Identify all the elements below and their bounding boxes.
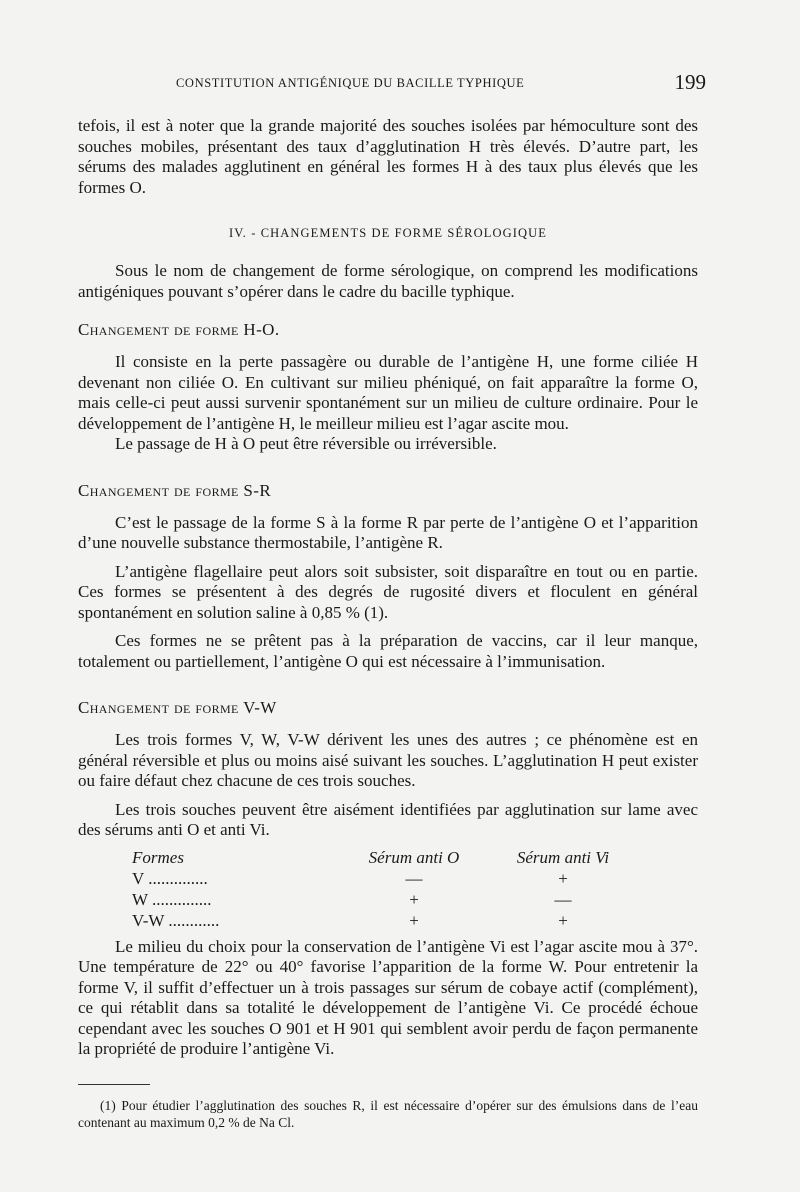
section-title: IV. - CHANGEMENTS DE FORME SÉROLOGIQUE: [229, 226, 547, 240]
footnote-divider: [78, 1084, 150, 1085]
formes-table: [132, 847, 638, 931]
table-cell: +: [409, 889, 419, 909]
table-cell: +: [409, 910, 419, 930]
subheading-h-o: Changement de forme H-O.: [78, 320, 280, 339]
table-header: Sérum anti Vi: [516, 847, 610, 867]
table-row: [132, 889, 638, 910]
table-header: Sérum anti O: [368, 847, 460, 867]
subheading-s-r: Changement de forme S-R: [78, 480, 272, 500]
table-cell: V ..............: [132, 868, 208, 888]
running-title: CONSTITUTION ANTIGÉNIQUE DU BACILLE TYPHIQUE: [176, 76, 525, 90]
paragraph: Sous le nom de changement de forme sérologique, on comprend les modifications antigéniques pouvant s’opérer dans le cadre du bacille typhique.: [78, 261, 698, 301]
paragraph: Ces formes ne se prêtent pas à la préparation de vaccins, car il leur manque, totalement ou partiellement, l’antigène O qui est nécessaire à l’immunisation.: [78, 631, 698, 671]
table-cell: V-W ............: [132, 910, 220, 930]
paragraph: Il consiste en la perte passagère ou durable de l’antigène H, une forme ciliée H devenant non ciliée O. En cultivant sur milieu phéniqué, on fait apparaître la forme O, mais celle-ci peut aussi survenir spontanément sur un milieu de culture ordinaire. Pour le développement de l’antigène H, le meilleur milieu est l’agar ascite mou.: [78, 352, 698, 433]
paragraph: L’antigène flagellaire peut alors soit subsister, soit disparaître en tout ou en partie. Ces formes se présentent à des degrés de rugosité divers et floculent en général spontanément en solution saline à 0,85 % (1).: [78, 561, 698, 622]
page: [78, 70, 706, 1131]
page-number: 199: [674, 70, 706, 94]
paragraph: Les trois formes V, W, V-W dérivent les unes des autres ; ce phénomène est en général réversible et plus ou moins aisé suivant les souches. L’agglutination H peut exister ou faire défaut chez chacune de ces trois souches.: [78, 730, 698, 790]
table-cell: —: [554, 889, 572, 909]
paragraph: Le passage de H à O peut être réversible ou irréversible.: [115, 434, 497, 453]
paragraph: Le milieu du choix pour la conservation de l’antigène Vi est l’agar ascite mou à 37°. Une température de 22° ou 40° favorise l’apparition de la forme W. Pour entretenir la forme V, il suffit d’effectuer un à trois passages sur sérum de cobaye actif (complément), ce qui rétablit dans sa totalité le développement de l’antigène Vi. Ce procédé échoue cependant avec les souches O 901 et H 901 qui semblent avoir perdu de façon permanente la propriété de produire l’antigène Vi.: [78, 936, 698, 1058]
paragraph: Les trois souches peuvent être aisément identifiées par agglutination sur lame avec des sérums anti O et anti Vi.: [78, 799, 698, 839]
table-row: [132, 868, 638, 889]
footnote: (1) Pour étudier l’agglutination des souches R, il est nécessaire d’opérer sur des émulsions dans de l’eau contenant au maximum 0,2 % de Na Cl.: [78, 1097, 698, 1130]
running-header: [78, 70, 706, 94]
table-cell: —: [405, 868, 423, 888]
subheading-v-w: Changement de forme V-W: [78, 698, 277, 717]
table-row: [132, 910, 638, 931]
paragraph: tefois, il est à noter que la grande majorité des souches isolées par hémoculture sont des souches mobiles, présentant des taux d’agglutination H très élevés. D’autre part, les sérums des malades agglutinent en général les formes H à des taux plus élevés que les formes O.: [78, 116, 698, 197]
paragraph: C’est le passage de la forme S à la forme R par perte de l’antigène O et l’apparition d’une nouvelle substance thermostabile, l’antigène R.: [78, 512, 698, 552]
table-cell: +: [558, 910, 568, 930]
table-header-row: [132, 847, 638, 868]
table-cell: W ..............: [132, 889, 212, 909]
table-header: Formes: [132, 847, 184, 867]
table-cell: +: [558, 868, 568, 888]
